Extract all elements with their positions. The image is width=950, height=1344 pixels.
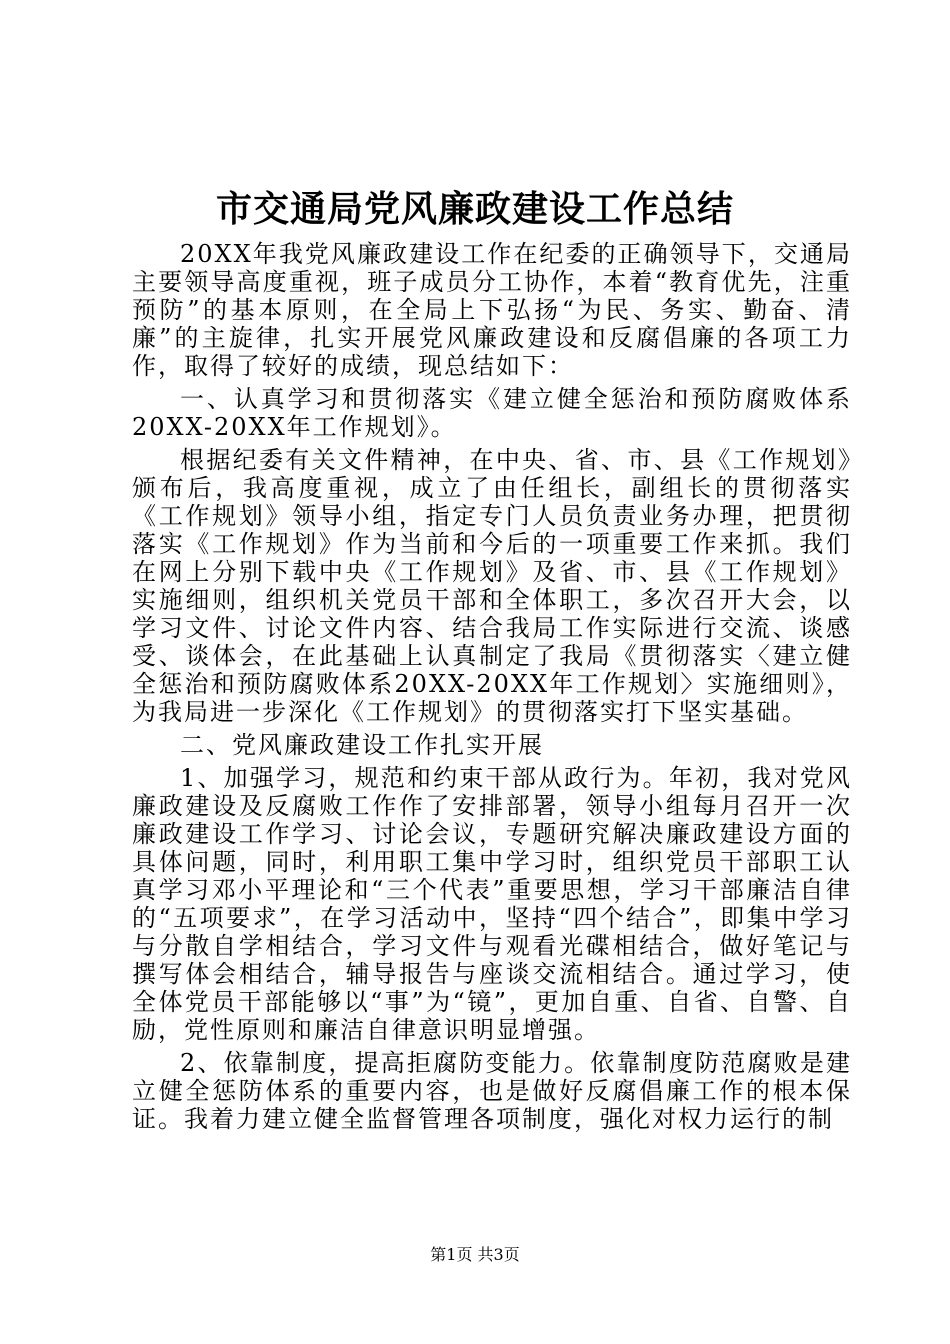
section-heading-1: 一、认真学习和贯彻落实《建立健全惩治和预防腐败体系20XX-20XX年工作规划》。 xyxy=(132,385,852,441)
document-body xyxy=(132,240,852,1138)
section-heading-2: 二、党风廉政建设工作扎实开展 xyxy=(180,731,544,759)
paragraph-item-2: 2、依靠制度，提高拒腐防变能力。依靠制度防范腐败是建立健全惩防体系的重要内容，也是做好反腐倡廉工作的根本保证。我着力建立健全监督管理各项制度，强化对权力运行的制 xyxy=(132,1049,852,1133)
paragraph-item-1: 1、加强学习，规范和约束干部从政行为。年初，我对党风廉政建设及反腐败工作作了安排部署，领导小组每月召开一次廉政建设工作学习、讨论会议，专题研究解决廉政建设方面的具体问题，同时，利用职工集中学习时，组织党员干部职工认真学习邓小平理论和“三个代表”重要思想，学习干部廉洁自律的“五项要求”，在学习活动中，坚持“四个结合”，即集中学习与分散自学相结合，学习文件与观看光碟相结合，做好笔记与撰写体会相结合，辅导报告与座谈交流相结合。通过学习，使全体党员干部能够以“事”为“镜”，更加自重、自省、自警、自励，党性原则和廉洁自律意识明显增强。 xyxy=(132,764,852,1044)
page-footer: 第1页 共3页 xyxy=(430,1245,520,1264)
document-title: 市交通局党风廉政建设工作总结 xyxy=(215,188,734,230)
paragraph-section-1: 根据纪委有关文件精神，在中央、省、市、县《工作规划》颁布后，我高度重视，成立了由任组长，副组长的贯彻落实《工作规划》领导小组，指定专门人员负责业务办理，把贯彻落实《工作规划》作为当前和今后的一项重要工作来抓。我们在网上分别下载中央《工作规划》及省、市、县《工作规划》实施细则，组织机关党员干部和全体职工，多次召开大会，以学习文件、讨论文件内容、结合我局工作实际进行交流、谈感受、谈体会，在此基础上认真制定了我局《贯彻落实〈建立健全惩治和预防腐败体系20XX-20XX年工作规划〉实施细则》，为我局进一步深化《工作规划》的贯彻落实打下坚实基础。 xyxy=(132,446,852,726)
paragraph-intro: 20XX年我党风廉政建设工作在纪委的正确领导下，交通局主要领导高度重视，班子成员分工协作，本着“教育优先，注重预防”的基本原则，在全局上下弘扬“为民、务实、勤奋、清廉”的主旋律，扎实开展党风廉政建设和反腐倡廉的各项工力作，取得了较好的成绩，现总结如下： xyxy=(132,240,852,380)
